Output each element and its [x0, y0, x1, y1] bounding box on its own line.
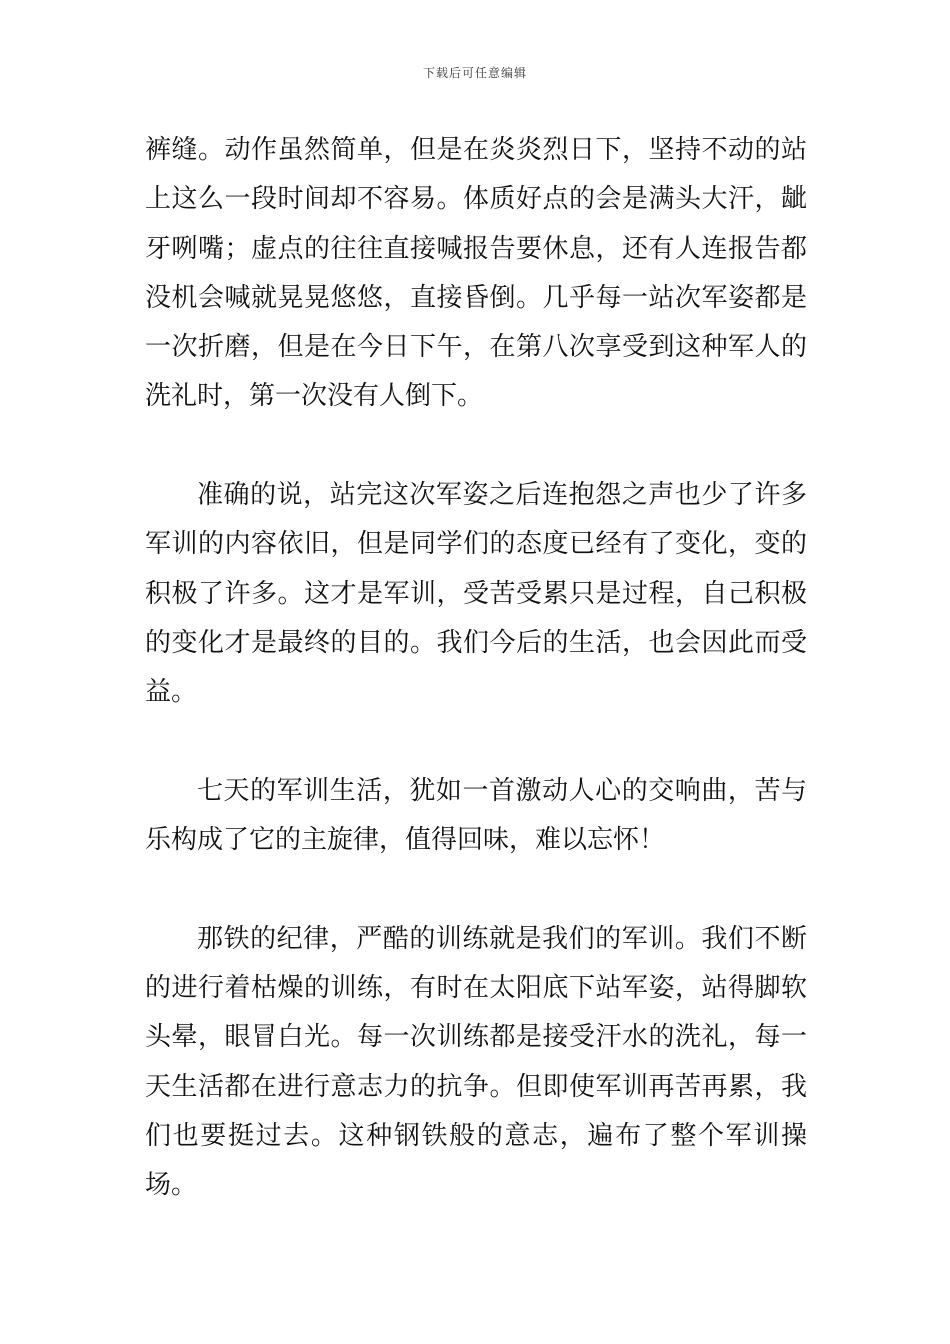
paragraph-4: 那铁的纪律，严酷的训练就是我们的军训。我们不断的进行着枯燥的训练，有时在太阳底下站军姿，站得脚软头晕，眼冒白光。每一次训练都是接受汗水的洗礼，每一天生活都在进行意志力的抗争。但即使军训再苦再累，我们也要挺过去。这种钢铁般的意志，遍布了整个军训操场。 — [145, 923, 807, 1201]
paragraph-3: 七天的军训生活，犹如一首激动人心的交响曲，苦与乐构成了它的主旋律，值得回味，难以忘怀！ — [145, 775, 807, 856]
paragraph-gap — [145, 422, 807, 471]
page-header: 下载后可任意编辑 — [422, 66, 527, 80]
paragraph-gap — [145, 865, 807, 914]
paragraph-2: 准确的说，站完这次军姿之后连抱怨之声也少了许多军训的内容依旧，但是同学们的态度已经有了变化，变的积极了许多。这才是军训，受苦受累只是过程，自己积极的变化才是最终的目的。我们今后的生活，也会因此而受益。 — [145, 480, 807, 708]
paragraph-gap — [145, 718, 807, 767]
document-body — [145, 126, 807, 1211]
paragraph-1: 裤缝。动作虽然简单，但是在炎炎烈日下，坚持不动的站上这么一段时间却不容易。体质好点的会是满头大汗，龇牙咧嘴；虚点的往往直接喊报告要休息，还有人连报告都没机会喊就晃晃悠悠，直接昏倒。几乎每一站次军姿都是一次折磨，但是在今日下午，在第八次享受到这种军人的洗礼时，第一次没有人倒下。 — [145, 135, 807, 412]
